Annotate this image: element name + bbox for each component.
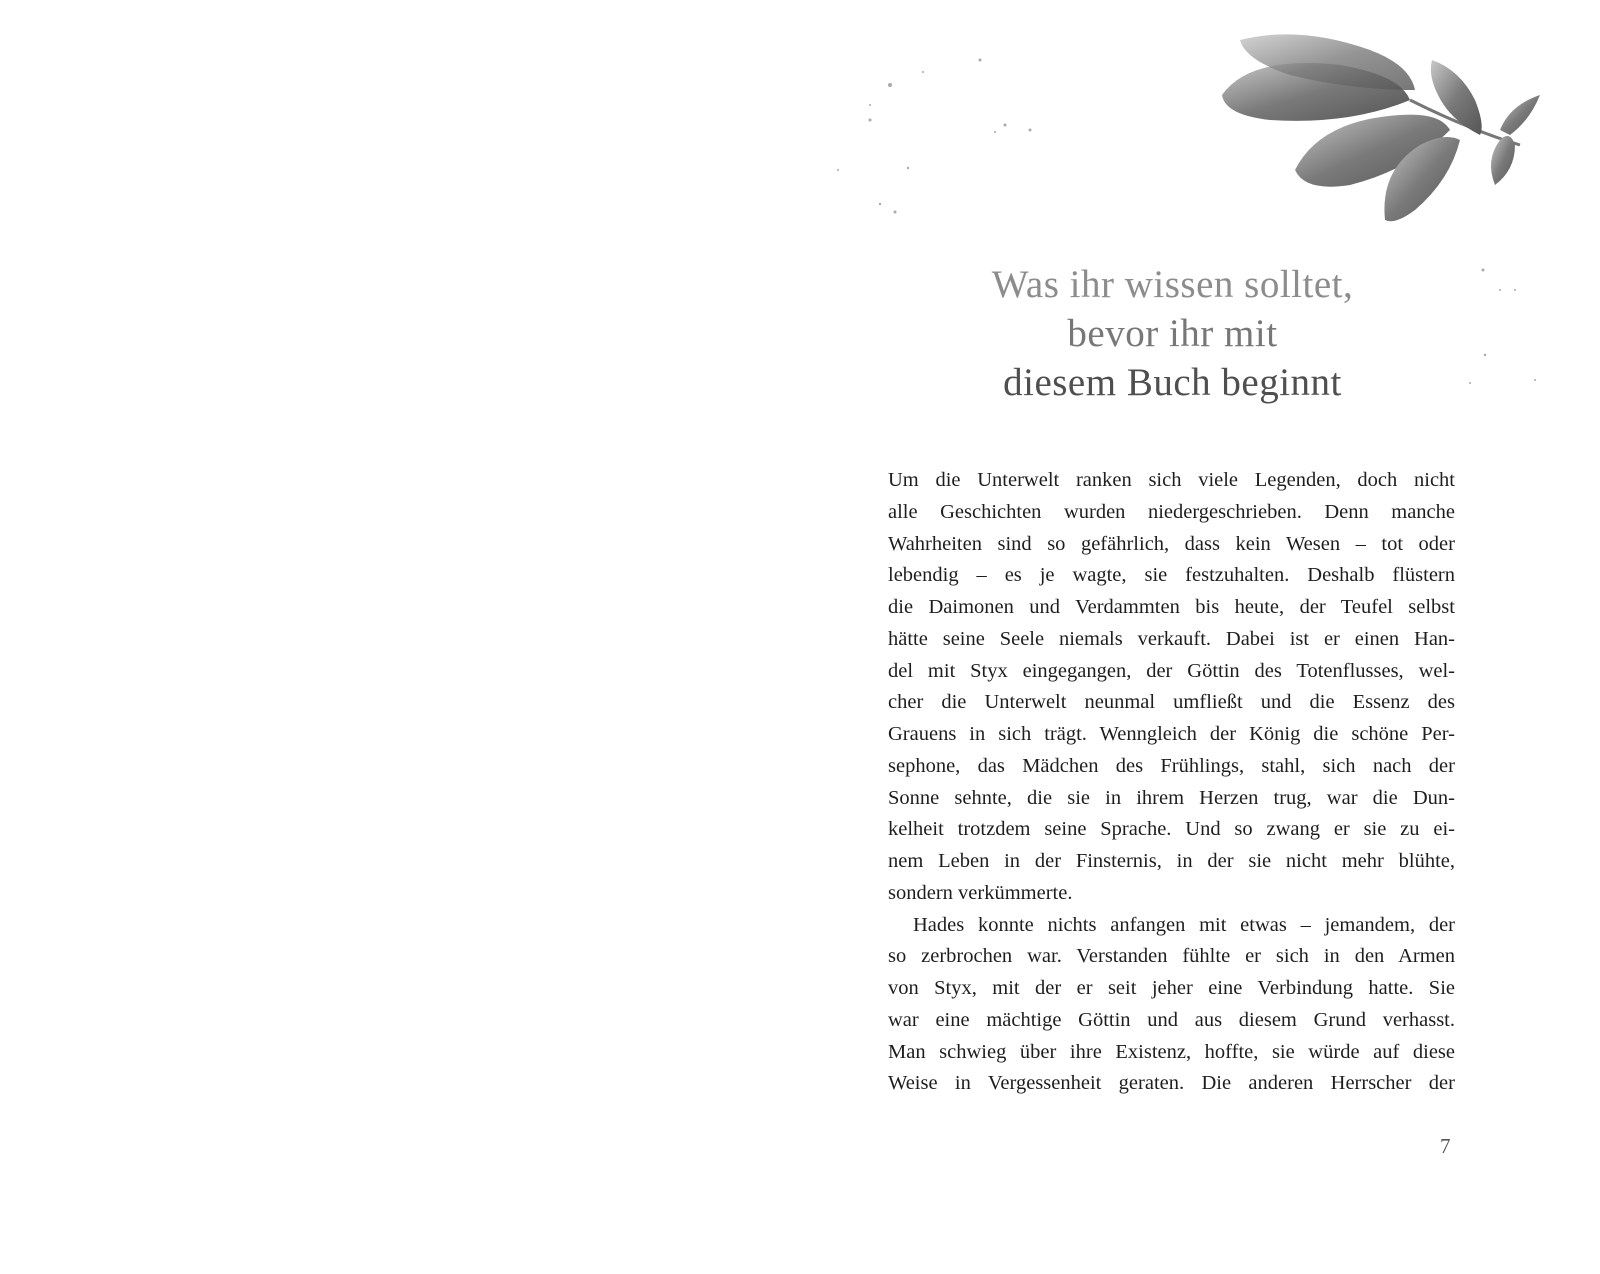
body-line: Um die Unterwelt ranken sich viele Legenden, doch nicht bbox=[888, 469, 1455, 491]
body-line: die Daimonen und Verdammten bis heute, der Teufel selbst bbox=[888, 596, 1455, 618]
body-line: Hades konnte nichts anfangen mit etwas – jemandem, der bbox=[913, 913, 1455, 936]
body-line: Wahrheiten sind so gefährlich, dass kein Wesen – tot oder bbox=[888, 532, 1455, 555]
olive-branch-illustration bbox=[1210, 20, 1570, 230]
body-line: cher die Unterwelt neunmal umfließt und die Essenz des bbox=[888, 691, 1455, 714]
body-line: del mit Styx eingegangen, der Göttin des Totenflusses, wel- bbox=[888, 659, 1455, 682]
chapter-title-line-3: diesem Buch beginnt bbox=[1003, 361, 1342, 404]
body-line: von Styx, mit der er seit jeher eine Verbindung hatte. Sie bbox=[888, 977, 1455, 999]
page-number: 7 bbox=[1440, 1134, 1451, 1158]
body-line: Grauens in sich trägt. Wenngleich der König die schöne Per- bbox=[888, 723, 1455, 745]
body-line: hätte seine Seele niemals verkauft. Dabei ist er einen Han- bbox=[888, 627, 1455, 650]
body-line: alle Geschichten wurden niedergeschrieben. Denn manche bbox=[888, 500, 1455, 523]
body-line: Man schwieg über ihre Existenz, hoffte, sie würde auf diese bbox=[888, 1040, 1455, 1063]
body-line: sondern verkümmerte. bbox=[888, 881, 1073, 904]
body-line: sephone, das Mädchen des Frühlings, stahl, sich nach der bbox=[888, 754, 1455, 777]
body-line: so zerbrochen war. Verstanden fühlte er sich in den Armen bbox=[888, 945, 1455, 968]
body-line: nem Leben in der Finsternis, in der sie nicht mehr blühte, bbox=[888, 850, 1455, 872]
body-line: kelheit trotzdem seine Sprache. Und so zwang er sie zu ei- bbox=[888, 818, 1455, 841]
chapter-title-line-1: Was ihr wissen solltet, bbox=[991, 263, 1354, 306]
body-line: Weise in Vergessenheit geraten. Die anderen Herrscher der bbox=[888, 1072, 1455, 1095]
chapter-title-line-2: bevor ihr mit bbox=[1067, 312, 1278, 355]
body-line: Sonne sehnte, die sie in ihrem Herzen trug, war die Dun- bbox=[888, 786, 1455, 809]
body-line: war eine mächtige Göttin und aus diesem Grund verhasst. bbox=[888, 1008, 1455, 1031]
body-line: lebendig – es je wagte, sie festzuhalten. Deshalb flüstern bbox=[888, 564, 1455, 587]
